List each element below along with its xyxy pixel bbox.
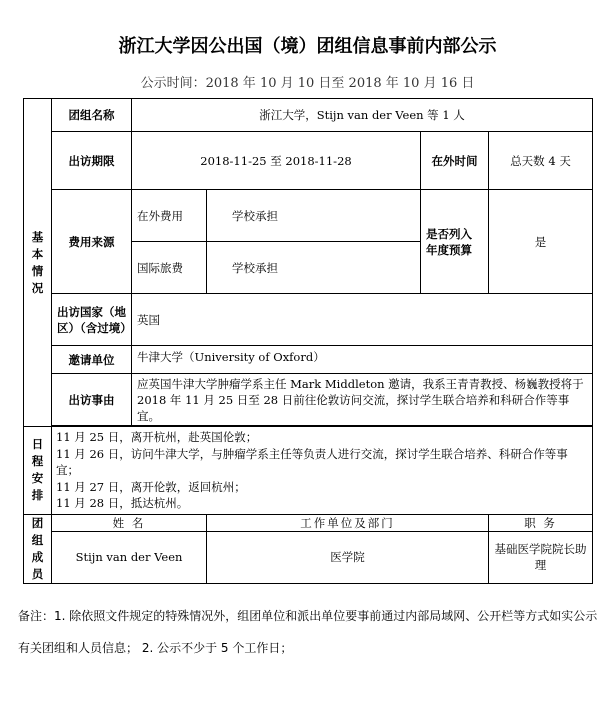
travel-cost-value: 学校承担 [207, 242, 421, 294]
publicity-period: 公示时间：2018 年 10 月 10 日至 2018 年 10 月 16 日 [140, 76, 475, 91]
page-title: 浙江大学因公出国（境）团组信息事前内部公示 [118, 36, 497, 57]
row-abroad-cost [24, 190, 593, 242]
travel-cost-label: 国际旅费 [132, 242, 207, 294]
group-name-value: 浙江大学，Stijn van der Veen 等 1 人 [132, 99, 593, 132]
inviter-value: 牛津大学（University of Oxford） [132, 346, 593, 374]
group-name-label: 团组名称 [52, 99, 132, 132]
inviter-label: 邀请单位 [52, 346, 132, 374]
abroad-time-value: 总天数 4 天 [489, 132, 593, 190]
reason-value: 应英国牛津大学肿瘤学系主任 Mark Middleton 邀请，我系王青青教授、杨巍教授将于 2018 年 11 月 25 日至 28 日前往伦敦访问交流，探讨学生联合培养和科研合作等事宜。 [132, 374, 593, 426]
section-basic-label: 基 本 情 况 [24, 99, 52, 427]
section-schedule-label: 日 程 安 排 [24, 427, 52, 515]
notes: 备注：1. 除依照文件规定的特殊情况外，组团单位和派出单位要事前通过内部局域网、公开栏等方式如实公示有关团组和人员信息； 2. 公示不少于 5 个工作日； [18, 609, 598, 655]
member-unit-header: 工作单位及部门 [207, 514, 489, 531]
schedule-item: 11 月 26 日，访问牛津大学，与肿瘤学系主任等负责人进行交流，探讨学生联合培养、科研合作等事宜； [56, 446, 568, 477]
budget-label: 是否列入年度预算 [421, 190, 489, 294]
abroad-cost-value: 学校承担 [207, 190, 421, 242]
members-header-row [24, 514, 593, 531]
period-label: 出访期限 [52, 132, 132, 190]
period-value: 2018-11-25 至 2018-11-28 [132, 132, 421, 190]
abroad-time-label: 在外时间 [421, 132, 489, 190]
row-reason [24, 374, 593, 426]
country-label: 出访国家（地区）（含过境） [52, 294, 132, 346]
country-value: 英国 [132, 294, 593, 346]
row-schedule [24, 427, 593, 515]
abroad-cost-label: 在外费用 [132, 190, 207, 242]
row-group-name [24, 99, 593, 132]
schedule-list [52, 427, 593, 515]
row-inviter [24, 346, 593, 374]
funding-label: 费用来源 [52, 190, 132, 294]
schedule-item: 11 月 25 日，离开杭州，赴英国伦敦； [56, 430, 258, 444]
row-country [24, 294, 593, 346]
budget-value: 是 [489, 190, 593, 294]
member-row [24, 531, 593, 583]
member-name-header: 姓 名 [52, 514, 207, 531]
row-period [24, 132, 593, 190]
section-members-label: 团 组 成 员 [24, 514, 52, 583]
schedule-item: 11 月 28 日，抵达杭州。 [56, 496, 189, 510]
schedule-item: 11 月 27 日，离开伦敦，返回杭州； [56, 479, 246, 494]
member-unit: 医学院 [207, 531, 489, 583]
member-position: 基础医学院院长助理 [489, 531, 593, 583]
info-table [23, 98, 593, 584]
reason-label: 出访事由 [52, 374, 132, 426]
member-position-header: 职 务 [489, 514, 593, 531]
member-name: Stijn van der Veen [52, 531, 207, 583]
